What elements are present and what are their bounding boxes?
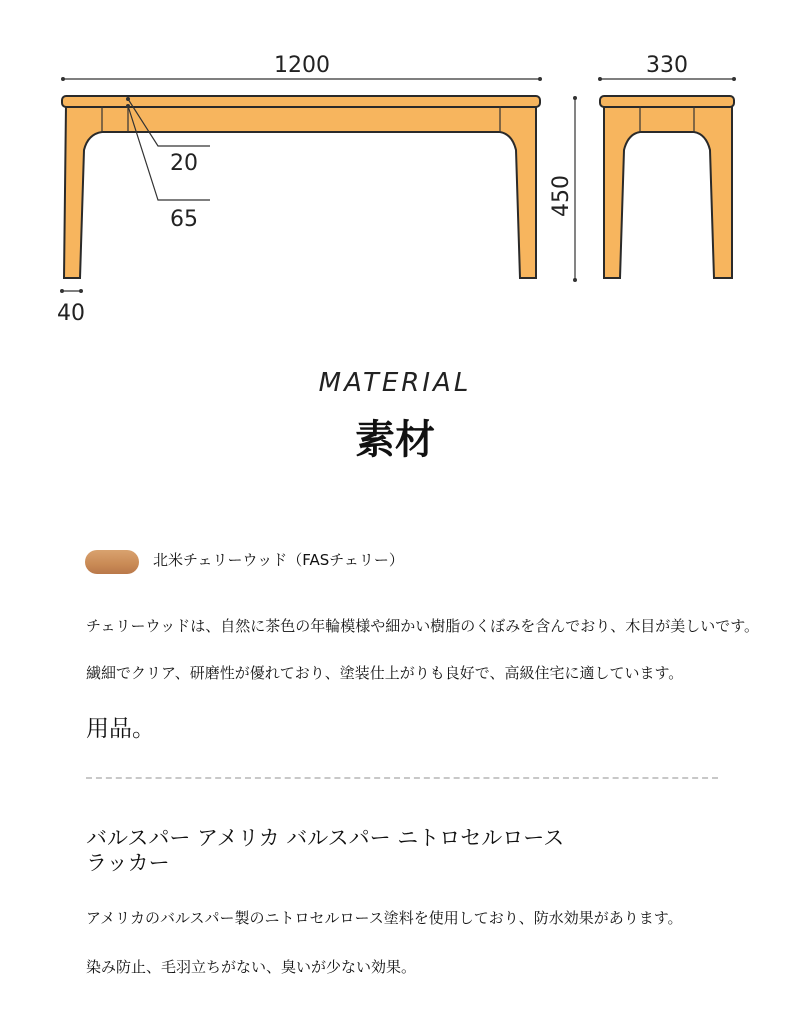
wood-name: 北米チェリーウッド（FASチェリー） bbox=[153, 551, 404, 569]
width-label: 1200 bbox=[274, 53, 330, 78]
leg-width-label: 40 bbox=[57, 301, 85, 326]
front-view bbox=[60, 77, 577, 293]
section-divider bbox=[86, 777, 718, 779]
apron-height-label: 65 bbox=[170, 207, 198, 232]
finish-description-2: 染み防止、毛羽立ちがない、臭いが少ない効果。 bbox=[86, 958, 417, 976]
wood-description-3: 用品。 bbox=[86, 716, 155, 742]
top-thickness-label: 20 bbox=[170, 151, 198, 176]
front-tabletop bbox=[62, 96, 540, 107]
front-table-body bbox=[64, 105, 536, 278]
side-tabletop bbox=[600, 96, 734, 107]
side-view bbox=[598, 77, 736, 278]
material-heading-en: MATERIAL bbox=[318, 368, 472, 398]
material-heading-ja: 素材 bbox=[355, 417, 435, 463]
finish-description-1: アメリカのバルスパー製のニトロセルロース塗料を使用しており、防水効果があります。 bbox=[86, 909, 683, 927]
wood-swatch bbox=[85, 550, 139, 574]
finish-title: バルスパー アメリカ バルスパー ニトロセルロースラッカー bbox=[86, 826, 565, 875]
dimension-drawing bbox=[0, 0, 790, 330]
wood-description-1: チェリーウッドは、自然に茶色の年輪模様や細かい樹脂のくぼみを含んでおり、木目が美しいです。 bbox=[86, 617, 760, 635]
wood-description-2: 繊細でクリア、研磨性が優れており、塗装仕上がりも良好で、高級住宅に適しています。 bbox=[86, 664, 684, 682]
side-table-body bbox=[604, 105, 732, 278]
height-label: 450 bbox=[549, 175, 574, 217]
depth-label: 330 bbox=[646, 53, 688, 78]
